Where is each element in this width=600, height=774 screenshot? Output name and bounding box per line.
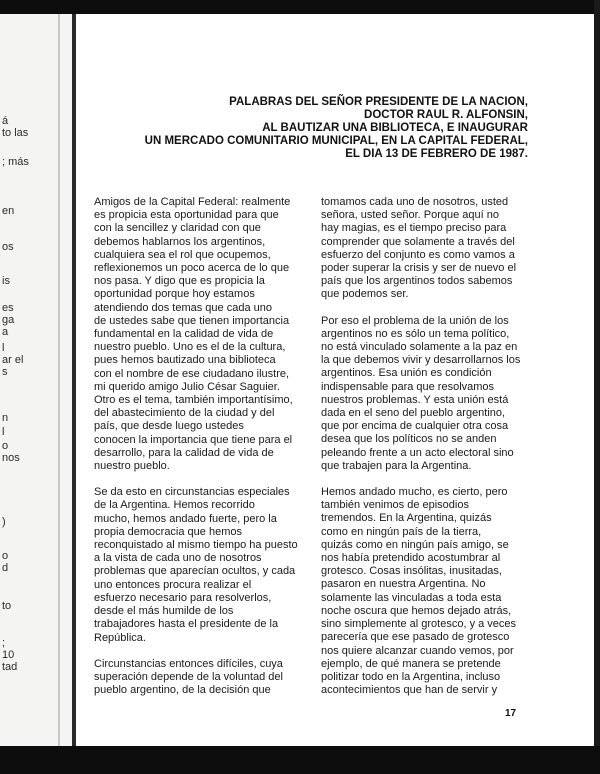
adjacent-page-fragment: o: [2, 440, 9, 452]
adjacent-page-fragment: to las: [2, 127, 29, 139]
adjacent-page-fragment: nos: [2, 452, 20, 464]
adjacent-page-fragment: s: [2, 366, 8, 378]
adjacent-page-fragment: ar el: [2, 354, 24, 366]
adjacent-page-fragment: is: [2, 275, 10, 287]
page-fold-line: [58, 14, 60, 746]
heading-line-4: UN MERCADO COMUNITARIO MUNICIPAL, EN LA CAPITAL FEDERAL,: [144, 135, 528, 147]
adjacent-page-fragment: l: [2, 426, 5, 438]
adjacent-page-fragment: d: [2, 562, 9, 574]
adjacent-page-fragment: n: [2, 412, 9, 424]
adjacent-page-fragment: o: [2, 550, 9, 562]
paragraph-right-1: tomamos cada uno de nosotros, usted señora, usted señor. Porque aquí no hay magias, es el tiempo preciso para comprender que solamente a través del esfuerzo del conjunto es como vamos a poder superar la crisis y ser de nuevo el país que los argentinos todos sabemos que podemos ser.: [321, 196, 517, 301]
adjacent-page-fragment: ga: [2, 314, 15, 326]
heading-line-2: DOCTOR RAUL R. ALFONSIN,: [364, 109, 528, 121]
paragraph-right-3: Hemos andado mucho, es cierto, pero también venimos de episodios tremendos. En la Argentina, quizás como en ningún país de la tierra, quizás como en ningún país amigo, se nos había pretendido acostumbrar al grotesco. Cosas insólitas, inusitadas, pasaron en nuestra Argentina. No solamente las vinculadas a toda esta noche oscura que hemos dejado atrás, sino simplemente al grotesco, y a veces parecería que ese pasado de grotesco nos quiere alcanzar cuando vemos, por ejemplo, de qué manera se pretende politizar todo en la Argentina, incluso acontecimientos que han de servir y: [321, 486, 517, 697]
adjacent-page-fragment: os: [2, 241, 14, 253]
adjacent-page-fragment: 10: [2, 649, 15, 661]
book-spine-shadow: [72, 14, 76, 746]
adjacent-page-fragment: es: [2, 302, 14, 314]
adjacent-page-fragment: a: [2, 326, 9, 338]
scan-border-bottom: [0, 746, 600, 774]
adjacent-page-strip: [0, 14, 74, 746]
heading-line-5: EL DIA 13 DE FEBRERO DE 1987.: [345, 148, 528, 160]
left-text-column: [94, 196, 324, 710]
adjacent-page-fragment: en: [2, 205, 15, 217]
adjacent-page-fragment: tad: [2, 661, 18, 673]
paragraph-left-1: Amigos de la Capital Federal: realmente es propicia esta oportunidad para que con la sencillez y claridad con que debemos hablarnos los argentinos, cualquiera sea el rol que ocupemos, reflexionemos un poco acerca de lo que nos pasa. Y digo que es propicia la oportunidad porque hoy estamos atendiendo dos temas que cada uno de ustedes sabe que tienen importancia fundamental en la calidad de vida de nuestro pueblo. Uno es el de la cultura, pues hemos bautizado una biblioteca con el nombre de ese ciudadano ilustre, mi querido amigo Julio César Saguier. Otro es el tema, también importantísimo, del abastecimiento de la ciudad y del país, que desde luego ustedes conocen la importancia que tiene para el desarrollo, para la calidad de vida de nuestro pueblo.: [94, 196, 293, 473]
adjacent-page-fragment: ; más: [2, 156, 29, 168]
scan-border-top: [0, 0, 600, 14]
document-page: [78, 14, 594, 746]
scan-border-right: [594, 0, 600, 774]
adjacent-page-fragment: l: [2, 342, 5, 354]
paragraph-left-2: Se da esto en circunstancias especiales de la Argentina. Hemos recorrido mucho, hemos andado fuerte, pero la propia democracia que hemos reconquistado al mismo tiempo ha puesto a la vista de cada uno de nosotros problemas que aparecían ocultos, y cada uno entonces procura realizar el esfuerzo necesario para resolverlos, desde el más humilde de los trabajadores hasta el presidente de la República.: [94, 486, 298, 644]
heading-line-1: PALABRAS DEL SEÑOR PRESIDENTE DE LA NACION,: [229, 96, 528, 108]
speech-heading: [138, 96, 528, 161]
heading-line-3: AL BAUTIZAR UNA BIBLIOTECA, E INAUGURAR: [262, 122, 528, 134]
adjacent-page-fragment: á: [2, 115, 9, 127]
adjacent-page-fragment: ): [2, 516, 6, 528]
adjacent-page-fragment: ;: [2, 637, 6, 649]
paragraph-right-2: Por eso el problema de la unión de los argentinos no es sólo un tema político, no está vinculado solamente a la paz en la que debemos vivir y desarrollarnos los argentinos. Esa unión es condición indispensable para que resolvamos nuestros problemas. Y esta unión está dada en el seno del pueblo argentino, que por encima de cualquier otra cosa desea que los políticos no se anden peleando frente a un acto electoral sino que trabajen para la Argentina.: [321, 314, 521, 472]
adjacent-page-fragment: to: [2, 600, 12, 612]
page-number: 17: [505, 708, 517, 719]
right-text-column: [321, 196, 531, 710]
paragraph-left-3: Circunstancias entonces difíciles, cuya superación depende de la voluntad del pueblo argentino, de la decisión que: [94, 657, 283, 697]
